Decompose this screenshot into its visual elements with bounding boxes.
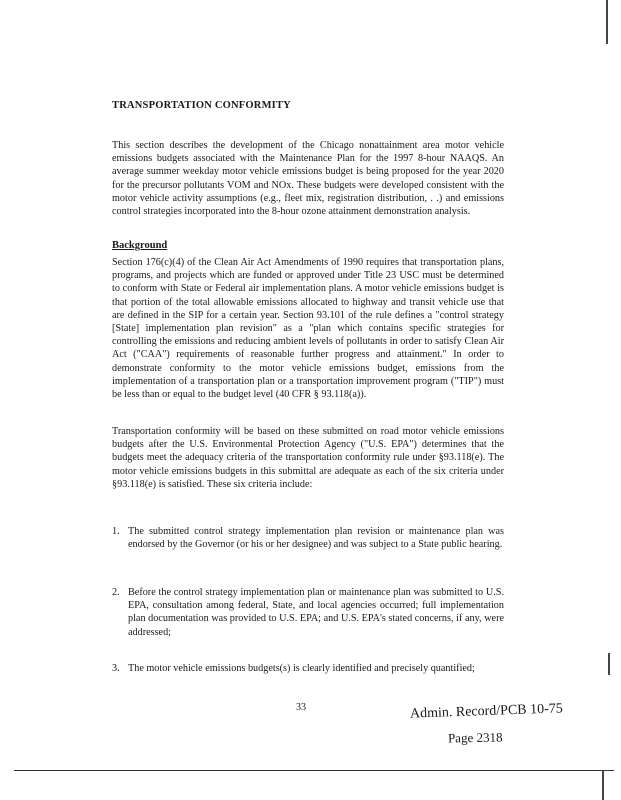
list-item-number: 3. — [112, 663, 120, 674]
stamp-page-number: Page 2318 — [447, 729, 503, 746]
list-item — [112, 586, 504, 639]
scan-bottom-line — [14, 770, 614, 771]
list-item-text: The submitted control strategy implementation plan revision or maintenance plan was endorsed by the Governor (or his or her designee) and was subject to a State public hearing. — [128, 526, 504, 551]
conformity-paragraph: Transportation conformity will be based on these submitted on road motor vehicle emissions budgets after the U.S. Environmental Protection Agency ("U.S. EPA") determines that the budgets meet the adequacy criteria of the transportation conformity rule under §93.118(e). The motor vehicle emissions budgets in this submittal are adequate as each of the six criteria under §93.118(e) is satisfied. These six criteria include: — [112, 426, 504, 490]
list-item-number: 1. — [112, 526, 120, 537]
background-heading: Background — [112, 240, 168, 251]
page-number: 33 — [296, 702, 306, 713]
list-item-text: Before the control strategy implementation plan or maintenance plan was submitted to U.S. EPA, consultation among federal, State, and local agencies occurred; full implementation plan documentation was provided to U.S. EPA; and U.S. EPA's stated concerns, if any, were addressed; — [128, 587, 504, 638]
list-item-text: The motor vehicle emissions budgets(s) is clearly identified and precisely quantified; — [128, 663, 475, 674]
section-heading: TRANSPORTATION CONFORMITY — [112, 100, 291, 111]
intro-paragraph: This section describes the development of the Chicago nonattainment area motor vehicle emissions budgets associated with the Maintenance Plan for the 1997 8-hour NAAQS. An average summer weekday motor vehicle emissions budget is being proposed for the year 2020 for the precursor pollutants VOM and NOx. These budgets were developed consistent with the motor vehicle activity assumptions (e.g., fleet mix, registration distribution, . .) and emissions control strategies incorporated into the 8-hour ozone attainment demonstration analysis. — [112, 140, 504, 218]
list-item-number: 2. — [112, 587, 120, 598]
list-item — [112, 662, 504, 675]
list-item — [112, 525, 504, 551]
admin-record-stamp: Admin. Record/PCB 10-75 — [409, 701, 564, 722]
scan-edge-mark — [608, 653, 610, 675]
scan-edge-mark — [606, 0, 608, 44]
background-paragraph: Section 176(c)(4) of the Clean Air Act Amendments of 1990 requires that transportation plans, programs, and projects which are funded or approved under Title 23 USC must be determined to conform with State or Federal air implementation plans. A motor vehicle emissions budget is that portion of the total allowable emissions allocated to highway and transit vehicle use that are defined in the SIP for a certain year. Section 93.101 of the rule defines a "control strategy [State] implementation plan revision" as a "plan which contains specific strategies for controlling the emissions and reducing ambient levels of pollutants in order to satisfy Clean Air Act ("CAA") requirements of reasonable further progress and attainment." In order to demonstrate conformity to the motor vehicle emissions budget, emissions from the implementation of a transportation plan or a transportation improvement program ("TIP") must be less than or equal to the budget level (40 CFR § 93.118(a)). — [112, 257, 504, 401]
scan-edge-mark — [602, 770, 604, 800]
